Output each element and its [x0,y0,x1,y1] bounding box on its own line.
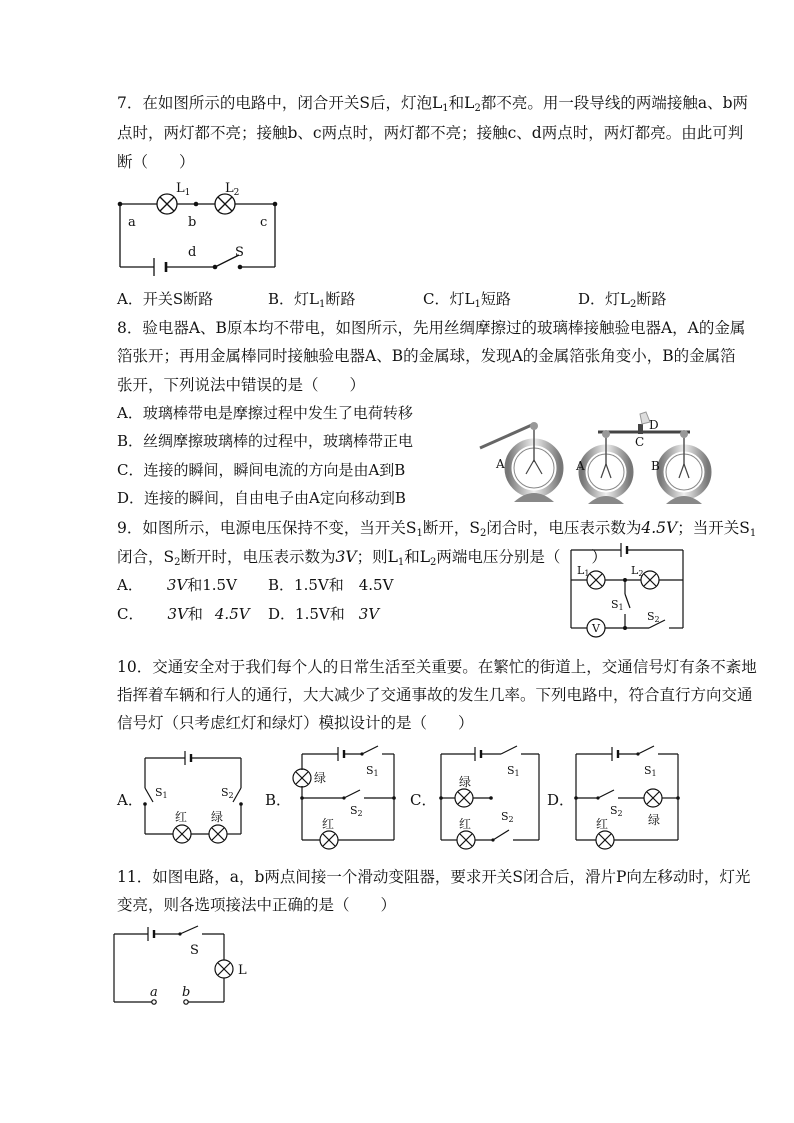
q7-option-d: D．灯$L_2$断路 [578,290,667,310]
svg-text:红: 红 [459,817,472,831]
q10-circuit-a [137,748,252,848]
q7-label-a: a [128,215,136,230]
q9-option-b: B．1.5V和 4.5V [268,576,394,594]
q10a-green-label: 绿 [211,810,224,824]
svg-text:绿: 绿 [648,813,661,827]
q7-label-c: c [260,215,268,230]
q7-option-b: B．灯$L_1$断路 [268,290,356,310]
electroscope-b [660,430,708,504]
q9-label-S1: S1 [611,598,624,612]
q9-voltmeter-label: V [592,622,600,635]
q8-option-a: A．玻璃棒带电是摩擦过程中发生了电荷转移 [117,404,413,422]
electroscope-a-middle [582,430,630,504]
q10-circuit-c [435,740,547,852]
q11-circuit-diagram [108,922,258,1012]
q11-line-2: 变亮，则各选项接法中正确的是（ ） [117,896,397,914]
q8-line-3: 张开，下列说法中错误的是（ ） [117,376,366,394]
q10a-red-label: 红 [175,810,188,824]
q10-option-d: D． [547,791,575,809]
q7-circuit-diagram [112,178,292,278]
q9-label-L2: L2 [631,564,644,578]
q8-label-A-left: A [496,457,505,471]
q7-label-L1: $L_1$ [176,181,191,198]
q7-option-a: A．开关S断路 [117,290,214,308]
svg-text:S2: S2 [610,804,623,818]
svg-text:绿: 绿 [459,775,472,789]
q10-line-1: 10．交通安全对于我们每个人的日常生活至关重要。在繁忙的街道上，交通信号灯有条不紊地 [117,658,757,676]
q8-line-2: 箔张开；再用金属棒同时接触验电器A、B的金属球，发现A的金属箔张角变小，B的金属箔 [117,347,736,365]
q7-line-2: 点时，两灯都不亮；接触b、c两点时，两灯都不亮；接触c、d两点时，两灯都亮。由此可判 [117,124,744,142]
svg-text:S2: S2 [350,804,363,818]
electroscope-a-left [508,422,560,502]
q9-option-c: C． 3V和 4.5V [117,605,250,623]
q9-circuit-diagram [565,542,690,637]
q7-line-3: 断（ ） [117,153,195,171]
svg-text:S1: S1 [644,764,657,778]
svg-text:红: 红 [322,817,335,831]
q7-line-1: 7．在如图所示的电路中，闭合开关S后，灯泡$L_1$和$L_2$都不亮。用一段导线的两端接触a、b两 [117,94,748,114]
q10-option-b: B． [265,791,292,809]
q9-option-a: A． 3V和1.5V [117,576,237,594]
q11-label-b: b [182,985,191,1000]
q10-circuit-b [290,740,402,852]
q8-label-D: D [649,418,659,432]
q9-option-d: D．1.5V和 3V [268,605,380,623]
svg-text:S2: S2 [501,810,514,824]
svg-text:S1: S1 [366,764,379,778]
svg-text:红: 红 [596,817,609,831]
q11-label-L: L [238,963,247,978]
q7-label-b: b [188,215,197,230]
q10-line-3: 信号灯（只考虑红灯和绿灯）模拟设计的是（ ） [117,714,474,732]
q10-option-c: C． [410,791,437,809]
svg-text:S1: S1 [507,764,520,778]
q8-line-1: 8．验电器A、B原本均不带电，如图所示，先用丝绸摩擦过的玻璃棒接触验电器A，A的金属 [117,319,746,337]
svg-text:S1: S1 [155,786,168,800]
q8-option-b: B．丝绸摩擦玻璃棒的过程中，玻璃棒带正电 [117,432,414,450]
q8-label-C: C [635,435,645,449]
svg-text:S2: S2 [221,786,234,800]
q9-label-S2: S2 [647,610,660,624]
q8-electroscope-figure [478,412,734,508]
q8-label-A-middle: A [576,459,585,473]
q7-label-d: d [188,245,197,260]
svg-text:绿: 绿 [314,771,327,785]
q9-line-2: 闭合，$S_2$断开时，电压表示数为3V；则$L_1$和$L_2$两端电压分别是（ ） [117,548,607,568]
q8-option-c: C．连接的瞬间，瞬间电流的方向是由A到B [117,461,406,479]
q10-line-2: 指挥着车辆和行人的通行，大大减少了交通事故的发生几率。下列电路中，符合直行方向交通 [117,686,753,704]
q7-label-S: S [235,245,244,260]
q7-label-L2: $L_2$ [225,181,240,198]
q9-line-1: 9．如图所示，电源电压保持不变，当开关$S_1$断开，$S_2$闭合时，电压表示数为4.5V；当开关$S_1$ [117,519,757,539]
q7-option-c: C．灯$L_1$短路 [423,290,511,310]
q11-label-a: a [150,985,158,1000]
q10-option-a: A． [117,791,143,809]
q10-circuit-d [570,740,685,852]
q8-label-B: B [651,459,660,473]
q8-option-d: D．连接的瞬间，自由电子由A定向移动到B [117,489,406,507]
q11-label-S: S [190,943,199,958]
q11-line-1: 11．如图电路，a，b两点间接一个滑动变阻器，要求开关S闭合后，滑片P向左移动时，灯光 [117,868,751,886]
q9-label-L1: L1 [577,564,590,578]
